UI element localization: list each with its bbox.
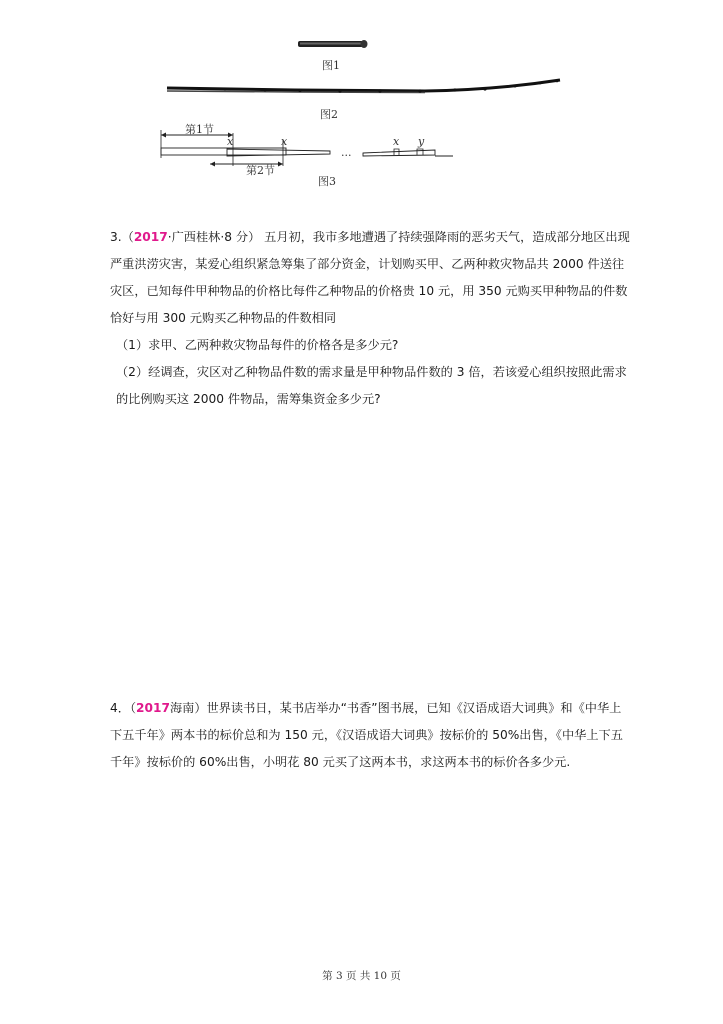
figure-3-label-section2: 第2节 [246, 164, 275, 177]
figure-3-label-x-mid: x [281, 135, 288, 148]
figure-1-caption: 图1 [322, 59, 340, 72]
question-3 [110, 224, 630, 413]
question-4-stem-paragraph [110, 695, 630, 776]
figure-3-label-x-left: x [227, 135, 234, 148]
question-4 [110, 695, 630, 776]
question-4-source-open: （ [129, 701, 137, 715]
figure-1-pole [296, 38, 376, 52]
question-4-stem: 世界读书日，某书店举办“书香”图书展，已知《汉语成语大词典》和《中华上下五千年》两本书的标价总和为 150 元，《汉语成语大词典》按标价的 50%出售，《中华上下五千年》按标价的 60%出售，小明花 80 元买了这两本书，求这两本书的标价各多少元. [110, 701, 623, 769]
question-3-source: ·广西桂林·8 分） [167, 230, 261, 244]
question-4-source-year: 2017 [136, 701, 170, 715]
question-4-source: 海南） [169, 701, 207, 715]
figure-2-pole [165, 76, 565, 102]
figure-2-caption: 图2 [320, 108, 338, 121]
figure-3-ellipsis: ... [341, 146, 352, 159]
figure-3-label-section1: 第1节 [185, 123, 214, 136]
question-3-part-2: （2）经调查，灾区对乙种物品件数的需求量是甲种物品件数的 3 倍，若该爱心组织按照此需求的比例购买这 2000 件物品，需筹集资金多少元? [116, 365, 627, 406]
question-3-stem: 五月初，我市多地遭遇了持续强降雨的恶劣天气，造成部分地区出现严重洪涝灾害，某爱心组织紧急筹集了部分资金，计划购买甲、乙两种救灾物品共 2000 件送往灾区，已知每件甲种物品的价格比每件乙种物品的价格贵 10 元，用 350 元购买甲种物品的件数恰好与用 300 元购买乙种物品的件数相同 [110, 230, 630, 325]
question-4-number: 4． [110, 701, 130, 715]
page-footer: 第 3 页 共 10 页 [322, 970, 401, 982]
figure-3-label-x-right: x [393, 135, 400, 148]
question-3-part-1: （1）求甲、乙两种救灾物品每件的价格各是多少元? [116, 338, 399, 352]
question-3-source-year: 2017 [133, 230, 168, 244]
figure-3-label-y-right: y [418, 135, 425, 148]
question-3-number: 3. [110, 230, 122, 244]
question-3-source-open: （ [121, 230, 134, 244]
figure-3-caption: 图3 [318, 175, 336, 188]
question-3-stem-paragraph [110, 224, 630, 332]
